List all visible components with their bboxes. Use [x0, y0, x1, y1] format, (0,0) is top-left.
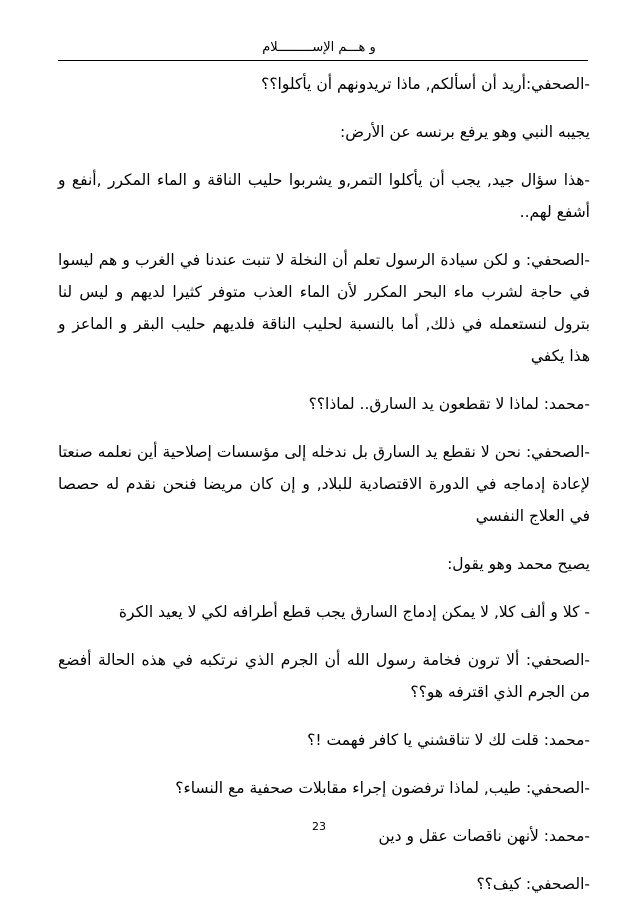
- paragraph: -الصحفي: و لكن سيادة الرسول تعلم أن النخلة لا تنبت عندنا في الغرب و هم ليسوا في حاجة لشرب ماء البحر المكرر لأن الماء العذب متوفر كثيرا لديهم و ليس لنا بترول لنستعمله في ذلك, أما بالنسبة لحليب الناقة فلديهم حليب البقر و الماعز و هذا يكفي: [58, 251, 590, 365]
- paragraph: - كلا و ألف كلا, لا يمكن إدماج السارق يجب قطع أطرافه لكي لا يعيد الكرة: [118, 603, 590, 621]
- paragraph: -محمد: قلت لك لا تناقشني يا كافر فهمت !؟: [307, 731, 590, 749]
- header-divider: [58, 60, 588, 61]
- paragraph: -الصحفي: كيف؟؟: [476, 875, 590, 893]
- running-header: و هـــم الإســـــــــلام: [262, 40, 376, 55]
- paragraph: -الصحفي:أريد أن أسألكم, ماذا تريدونهم أن يأكلوا؟؟: [261, 75, 590, 93]
- paragraph: يصيح محمد وهو يقول:: [447, 555, 590, 573]
- body-text: [58, 68, 590, 916]
- paragraph: -هذا سؤال جيد, يجب أن يأكلوا التمر,و يشربوا حليب الناقة و الماء المكرر ,أنفع و أشفع لهم..: [58, 171, 590, 221]
- paragraph: -محمد: لماذا لا تقطعون يد السارق.. لماذا؟؟: [308, 395, 590, 413]
- paragraph: -محمد: لأنهن ناقصات عقل و دين: [378, 827, 590, 845]
- paragraph: يجيبه النبي وهو يرفع برنسه عن الأرض:: [340, 123, 590, 141]
- paragraph: -الصحفي: نحن لا نقطع يد السارق بل ندخله إلى مؤسسات إصلاحية أين نعلمه صنعتا لإعادة إدماجه في الدورة الاقتصادية للبلاد, و إن كان مريضا فنحن نقدم له حصصا في العلاج النفسي: [58, 443, 590, 525]
- page-number: 23: [312, 820, 326, 833]
- paragraph: -الصحفي: ألا ترون فخامة رسول الله أن الجرم الذي نرتكبه في هذه الحالة أفضع من الجرم الذي اقترفه هو؟؟: [58, 651, 590, 701]
- paragraph: -الصحفي: طيب, لماذا ترفضون إجراء مقابلات صحفية مع النساء؟: [175, 779, 590, 797]
